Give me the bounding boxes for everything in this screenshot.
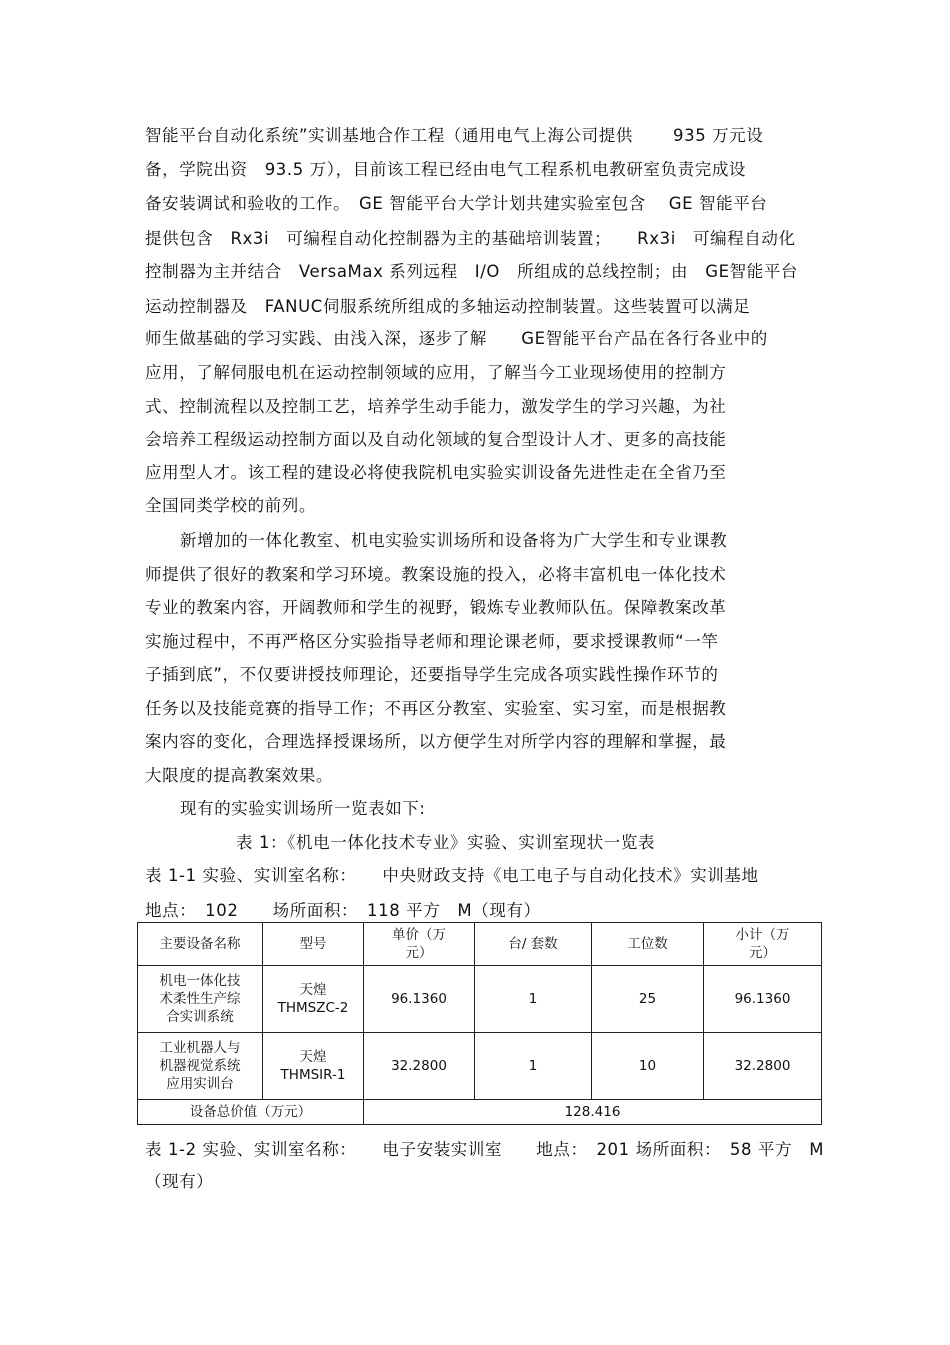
table-cell: 1 [475, 966, 592, 1033]
text-line: 专业的教案内容，开阔教师和学生的视野，锻炼专业教师队伍。保障教案改革 [145, 598, 727, 617]
table-total-row [138, 1100, 822, 1125]
table-row [138, 1033, 822, 1100]
table-1-2-header: 表 1-2 实验、实训室名称： 电子安装实训室 地点： 201 场所面积： 58 平方 M [145, 1140, 825, 1159]
table-cell: 天煌 THMSIR-1 [263, 1033, 364, 1100]
text-line: 控制器为主并结合 VersaMax 系列远程 I/O 所组成的总线控制；由 GE智能平台 [145, 262, 799, 281]
table-cell: 10 [592, 1033, 704, 1100]
table-cell: 天煌 THMSZC-2 [263, 966, 364, 1033]
table-cell: 机电一体化技 术柔性生产综 合实训系统 [138, 966, 263, 1033]
table-header-row [138, 923, 822, 966]
text-line: 备安装调试和验收的工作。 GE 智能平台大学计划共建实验室包含 GE 智能平台 [145, 194, 768, 213]
total-value: 128.416 [364, 1100, 822, 1125]
table-cell: 96.1360 [704, 966, 822, 1033]
table-cell: 96.1360 [364, 966, 475, 1033]
table-row [138, 966, 822, 1033]
column-header: 台/ 套数 [475, 923, 592, 966]
equipment-table [137, 922, 822, 1125]
text-line: 任务以及技能竞赛的指导工作；不再区分教室、实验室、实习室，而是根据教 [145, 699, 727, 718]
text-line: 新增加的一体化教室、机电实验实训场所和设备将为广大学生和专业课教 [180, 531, 728, 550]
text-line: 实施过程中，不再严格区分实验指导老师和理论课老师，要求授课教师“一竿 [145, 632, 719, 651]
table-cell: 25 [592, 966, 704, 1033]
text-line: 备，学院出资 93.5 万），目前该工程已经由电气工程系机电教研室负责完成设 [145, 160, 747, 179]
column-header: 主要设备名称 [138, 923, 263, 966]
text-line: 会培养工程级运动控制方面以及自动化领域的复合型设计人才、更多的高技能 [145, 430, 727, 449]
text-line: 师提供了很好的教案和学习环境。教案设施的投入，必将丰富机电一体化技术 [145, 565, 727, 584]
text-line: 案内容的变化，合理选择授课场所，以方便学生对所学内容的理解和掌握，最 [145, 732, 727, 751]
text-line: 全国同类学校的前列。 [145, 496, 316, 515]
text-line: 式、控制流程以及控制工艺，培养学生动手能力，激发学生的学习兴趣，为社 [145, 397, 727, 416]
table-1-1-header: 表 1-1 实验、实训室名称： 中央财政支持《电工电子与自动化技术》实训基地 [145, 866, 759, 885]
table-cell: 32.2800 [364, 1033, 475, 1100]
total-label: 设备总价值（万元） [138, 1100, 364, 1125]
table-title: 表 1：《机电一体化技术专业》实验、实训室现状一览表 [236, 833, 656, 852]
text-line: 大限度的提高教案效果。 [145, 766, 334, 785]
intro-text: 现有的实验实训场所一览表如下: [180, 799, 426, 818]
column-header: 工位数 [592, 923, 704, 966]
column-header: 单价（万 元） [364, 923, 475, 966]
text-line: 师生做基础的学习实践、由浅入深，逐步了解 GE智能平台产品在各行各业中的 [145, 329, 768, 348]
column-header: 型号 [263, 923, 364, 966]
table-1-2-continuation: （现有） [145, 1172, 214, 1191]
text-line: 提供包含 Rx3i 可编程自动化控制器为主的基础培训装置； Rx3i 可编程自动化 [145, 229, 796, 248]
text-line: 应用型人才。该工程的建设必将使我院机电实验实训设备先进性走在全省乃至 [145, 463, 727, 482]
table-cell: 32.2800 [704, 1033, 822, 1100]
text-line: 应用，了解伺服电机在运动控制领域的应用，了解当今工业现场使用的控制方 [145, 363, 727, 382]
table-1-1-location: 地点： 102 场所面积： 118 平方 M（现有） [145, 901, 541, 920]
table-cell: 1 [475, 1033, 592, 1100]
text-line: 智能平台自动化系统”实训基地合作工程（通用电气上海公司提供 935 万元设 [145, 126, 764, 145]
text-line: 子插到底”，不仅要讲授技师理论，还要指导学生完成各项实践性操作环节的 [145, 665, 719, 684]
column-header: 小计（万 元） [704, 923, 822, 966]
table-cell: 工业机器人与 机器视觉系统 应用实训台 [138, 1033, 263, 1100]
text-line: 运动控制器及 FANUC伺服系统所组成的多轴运动控制装置。这些装置可以满足 [145, 297, 751, 316]
